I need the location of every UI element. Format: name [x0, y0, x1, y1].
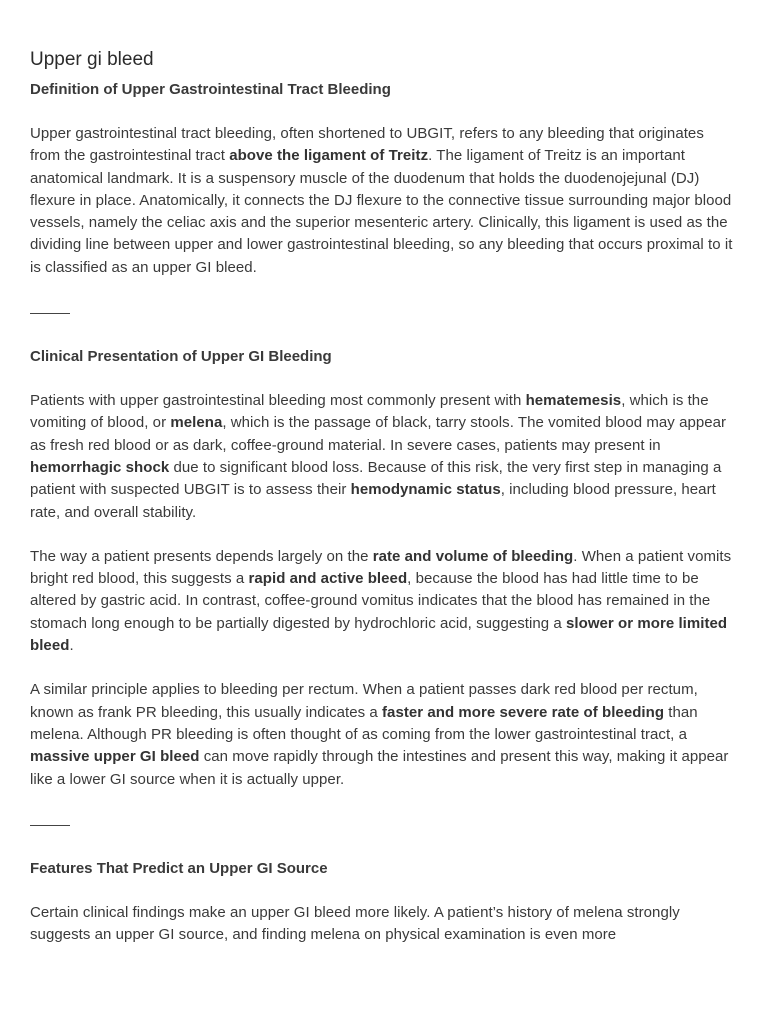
text-run: Patients with upper gastrointestinal bleeding most commonly present with [30, 392, 526, 410]
section-definition [30, 79, 738, 279]
text-run: can move rapidly through the intestines and present this way, making it appear like a lower GI source when it is actually upper. [30, 748, 729, 788]
text-run: A similar principle applies to bleeding per rectum. When a patient passes dark red blood per rectum, known as frank PR bleeding, this usually indicates a [30, 681, 698, 721]
text-run: , because the blood has had little time to be altered by gastric acid. In contrast, coffee-ground vomitus indicates that the blood has remained in the stomach long enough to be partially digested by hydrochloric acid, suggesting a [30, 570, 711, 632]
text-run: , which is the passage of black, tarry stools. The vomited blood may appear as fresh red blood or as dark, coffee-ground material. In severe cases, patients may present in [30, 414, 727, 454]
bold-text: hemodynamic status [350, 481, 501, 499]
bold-text: hemorrhagic shock [30, 458, 170, 476]
section-heading: Features That Predict an Upper GI Source [30, 859, 328, 877]
paragraph [30, 902, 738, 947]
section-upper-gi-features [30, 858, 738, 947]
paragraph [30, 679, 738, 790]
bold-text: melena [170, 414, 223, 432]
bold-text: above the ligament of Treitz [229, 147, 429, 165]
text-run: Certain clinical findings make an upper GI bleed more likely. A patient’s history of melena strongly suggests an upper GI source, and finding melena on physical examination is even more [30, 903, 680, 944]
bold-text: massive upper GI bleed [30, 748, 200, 766]
text-run: . The ligament of Treitz is an important anatomical landmark. It is a suspensory muscle of the duodenum that holds the duodenojejunal (DJ) flexure in place. Anatomically, it connects the DJ flexure to the connective tissue surrounding major blood vessels, namely the celiac axis and the superior mesenteric artery. Clinically, this ligament is used as the dividing line between upper and lower gastrointestinal bleeding, so any bleeding that occurs proximal to it is classified as an upper GI bleed. [30, 147, 733, 276]
paragraph [30, 123, 738, 279]
bold-text: faster and more severe rate of bleeding [382, 703, 665, 721]
text-run: , which is the vomiting of blood, or [30, 392, 709, 432]
text-run: than melena. Although PR bleeding is often thought of as coming from the lower gastrointestinal tract, a [30, 703, 698, 743]
paragraph [30, 390, 738, 524]
text-run: . [69, 637, 74, 655]
section-heading: Clinical Presentation of Upper GI Bleeding [30, 348, 332, 366]
text-run: due to significant blood loss. Because of this risk, the very first step in managing a patient with suspected UBGIT is to assess their [30, 458, 722, 499]
section-heading: Definition of Upper Gastrointestinal Tract Bleeding [30, 81, 391, 98]
text-run: The way a patient presents depends largely on the [30, 547, 373, 565]
text-run: Upper gastrointestinal tract bleeding, often shortened to UBGIT, refers to any bleeding that originates from the gastrointestinal tract [30, 125, 704, 165]
section-clinical-presentation [30, 346, 738, 791]
text-run: . When a patient vomits bright red blood, this suggests a [30, 547, 732, 588]
document-title: Upper gi bleed [30, 49, 154, 70]
bold-text: rate and volume of bleeding [372, 547, 574, 565]
text-run: , including blood pressure, heart rate, and overall stability. [30, 481, 716, 521]
bold-text: rapid and active bleed [248, 570, 408, 588]
bold-text: slower or more limited bleed [30, 614, 728, 655]
bold-text: hematemesis [525, 392, 622, 410]
paragraph [30, 546, 738, 657]
